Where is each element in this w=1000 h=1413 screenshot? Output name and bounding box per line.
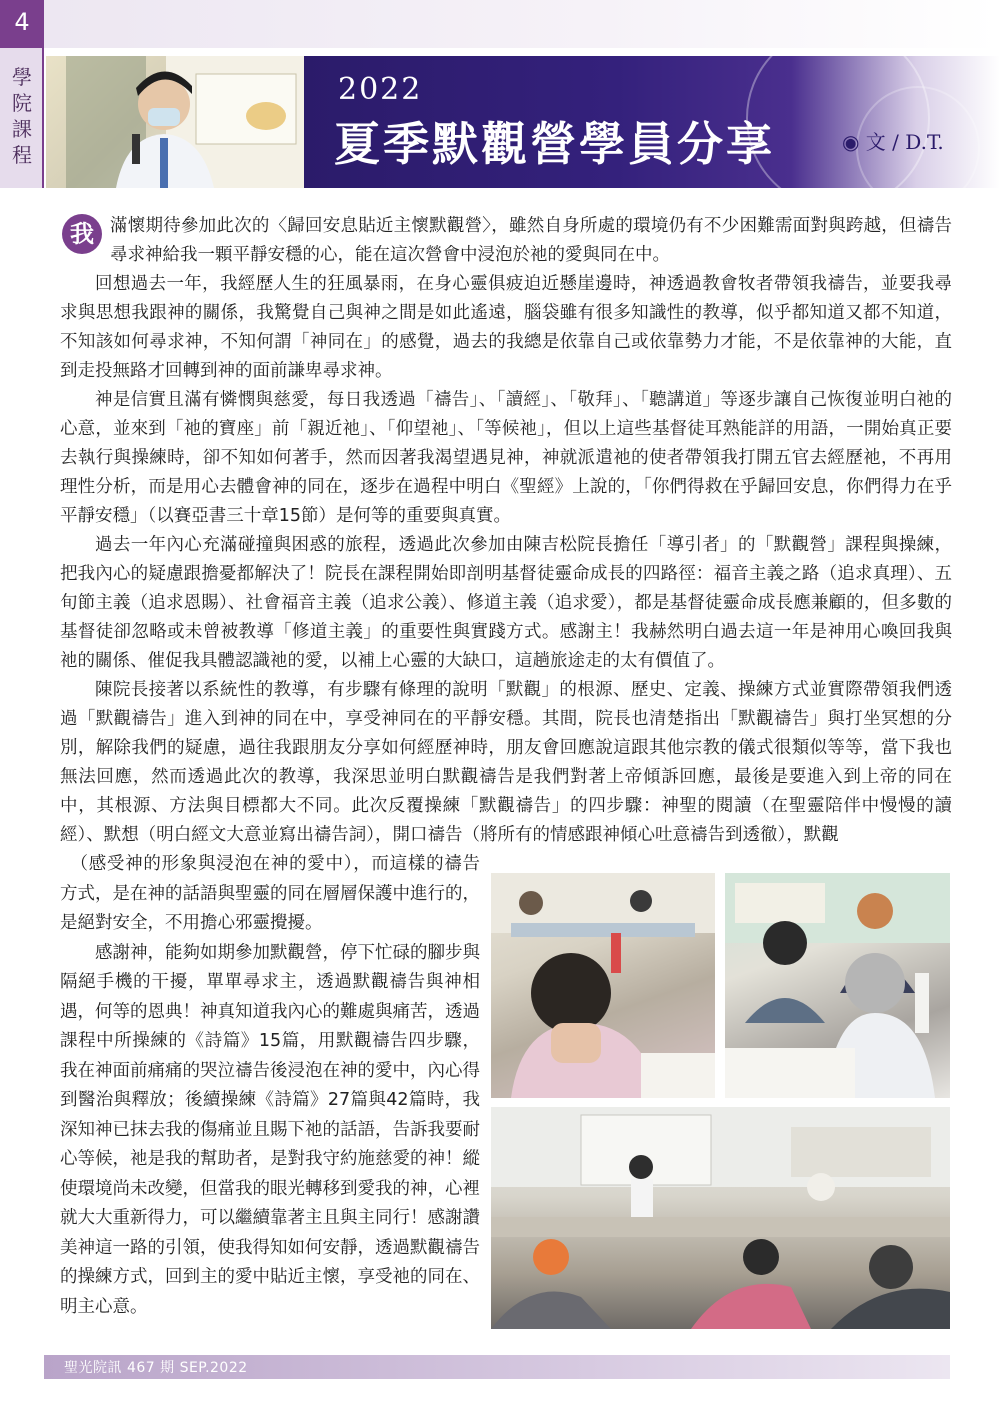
intro-text: 滿懷期待參加此次的〈歸回安息貼近主懷默觀營〉，雖然自身所處的環境仍有不少困難需面對與跨越，但禱告尋求神給我一顆平靜安穩的心，能在這次營會中浸泡於祂的愛與同在中。: [110, 216, 952, 265]
photo-praying-student: [491, 873, 715, 1098]
paragraph: （感受神的形象與浸泡在神的愛中），而這樣的禱告方式，是在神的話語與聖靈的同在層層保護中進行的，是絕對安全，不用擔心邪靈攪擾。: [60, 854, 480, 933]
header-band: [0, 0, 1000, 48]
footer-text: 聖光院訊 467 期 SEP.2022: [64, 1360, 248, 1376]
paragraph: 過去一年內心充滿碰撞與困惑的旅程，透過此次參加由陳吉松院長擔任「導引者」的「默觀營」課程與操練，把我內心的疑慮跟擔憂都解決了！院長在課程開始即剖明基督徒靈命成長的四路徑：福音主義之路（追求真理）、五旬節主義（追求恩賜）、社會福音主義（追求公義）、修道主義（追求愛），都是基督徒靈命成長應兼顧的，但多數的基督徒卻忽略或未曾被教導「修道主義」的重要性與實踐方式。感謝主！我赫然明白過去這一年是神用心喚回我與祂的關係、催促我具體認識祂的愛，以補上心靈的大缺口，這趟旅途走的太有價值了。: [60, 535, 952, 671]
section-label: 學院課程: [12, 65, 32, 167]
page-title: 夏季默觀營學員分享: [334, 117, 775, 171]
page-number: 4: [0, 0, 44, 48]
article-body: [60, 212, 952, 850]
photo-prayer-group: [725, 873, 950, 1098]
photo-classroom: [491, 1107, 950, 1329]
author-credit: ◉ 文 / D.T.: [842, 130, 944, 154]
title-year: 2022: [338, 72, 423, 107]
paragraph: 感謝神，能夠如期參加默觀營，停下忙碌的腳步與隔絕手機的干擾，單單尋求主，透過默觀禱告與神相遇，何等的恩典！神真知道我內心的難處與痛苦，透過課程中所操練的《詩篇》15篇，用默觀禱告四步驟，我在神面前痛痛的哭泣禱告後浸泡在神的愛中，內心得到醫治與釋放；後續操練《詩篇》27篇與42篇時，我深知神已抹去我的傷痛並且賜下祂的話語，告訴我要耐心等候，祂是我的幫助者，是對我守約施慈愛的神！縱使環境尚未改變，但當我的眼光轉移到愛我的神，心裡就大大重新得力，可以繼續靠著主且與主同行！感謝讚美神這一路的引領，使我得知如何安靜，透過默觀禱告的操練方式，回到主的愛中貼近主懷，享受祂的同在、明主心意。: [60, 942, 480, 1317]
paragraph: 回想過去一年，我經歷人生的狂風暴雨，在身心靈俱疲迫近懸崖邊時，神透過教會牧者帶領我禱告，並要我尋求與思想我跟神的關係，我驚覺自己與神之間是如此遙遠，腦袋雖有很多知識性的教導，似乎都知道又都不知道，不知該如何尋求神，不知何謂「神同在」的感覺，過去的我總是依靠自己或依靠勢力才能，不是依靠神的大能，直到走投無路才回轉到神的面前謙卑尋求神。: [60, 274, 952, 381]
article-column: [60, 850, 480, 1322]
drop-cap: 我: [62, 214, 102, 254]
intro-paragraph: [60, 212, 952, 270]
paragraph: 神是信實且滿有憐憫與慈愛，每日我透過「禱告」、「讀經」、「敬拜」、「聽講道」等逐步讓自己恢復並明白祂的心意，並來到「祂的寶座」前「親近祂」、「仰望祂」、「等候祂」，但以上這些基督徒耳熟能詳的用語，一開始真正要去執行與操練時，卻不知如何著手，然而因著我渴望遇見神，神就派遣祂的使者帶領我打開五官去經歷祂，不再用理性分析，而是用心去體會神的同在，逐步在過程中明白《聖經》上說的，「你們得救在乎歸回安息，你們得力在乎平靜安穩」（以賽亞書三十章15節）是何等的重要與真實。: [60, 390, 952, 526]
speaker-photo: [46, 56, 304, 188]
paragraph: 陳院長接著以系統性的教導，有步驟有條理的說明「默觀」的根源、歷史、定義、操練方式並實際帶領我們透過「默觀禱告」進入到神的同在中，享受神同在的平靜安穩。其間，院長也清楚指出「默觀禱告」與打坐冥想的分別，解除我們的疑慮，過往我跟朋友分享如何經歷神時，朋友會回應說這跟其他宗教的儀式很類似等等，當下我也無法回應，然而透過此次的教導，我深思並明白默觀禱告是我們對著上帝傾訴回應，最後是要進入到上帝的同在中，其根源、方法與目標都大不同。此次反覆操練「默觀禱告」的四步驟：神聖的閱讀（在聖靈陪伴中慢慢的讀經）、默想（明白經文大意並寫出禱告詞），開口禱告（將所有的情感跟神傾心吐意禱告到透徹），默觀: [60, 680, 952, 845]
